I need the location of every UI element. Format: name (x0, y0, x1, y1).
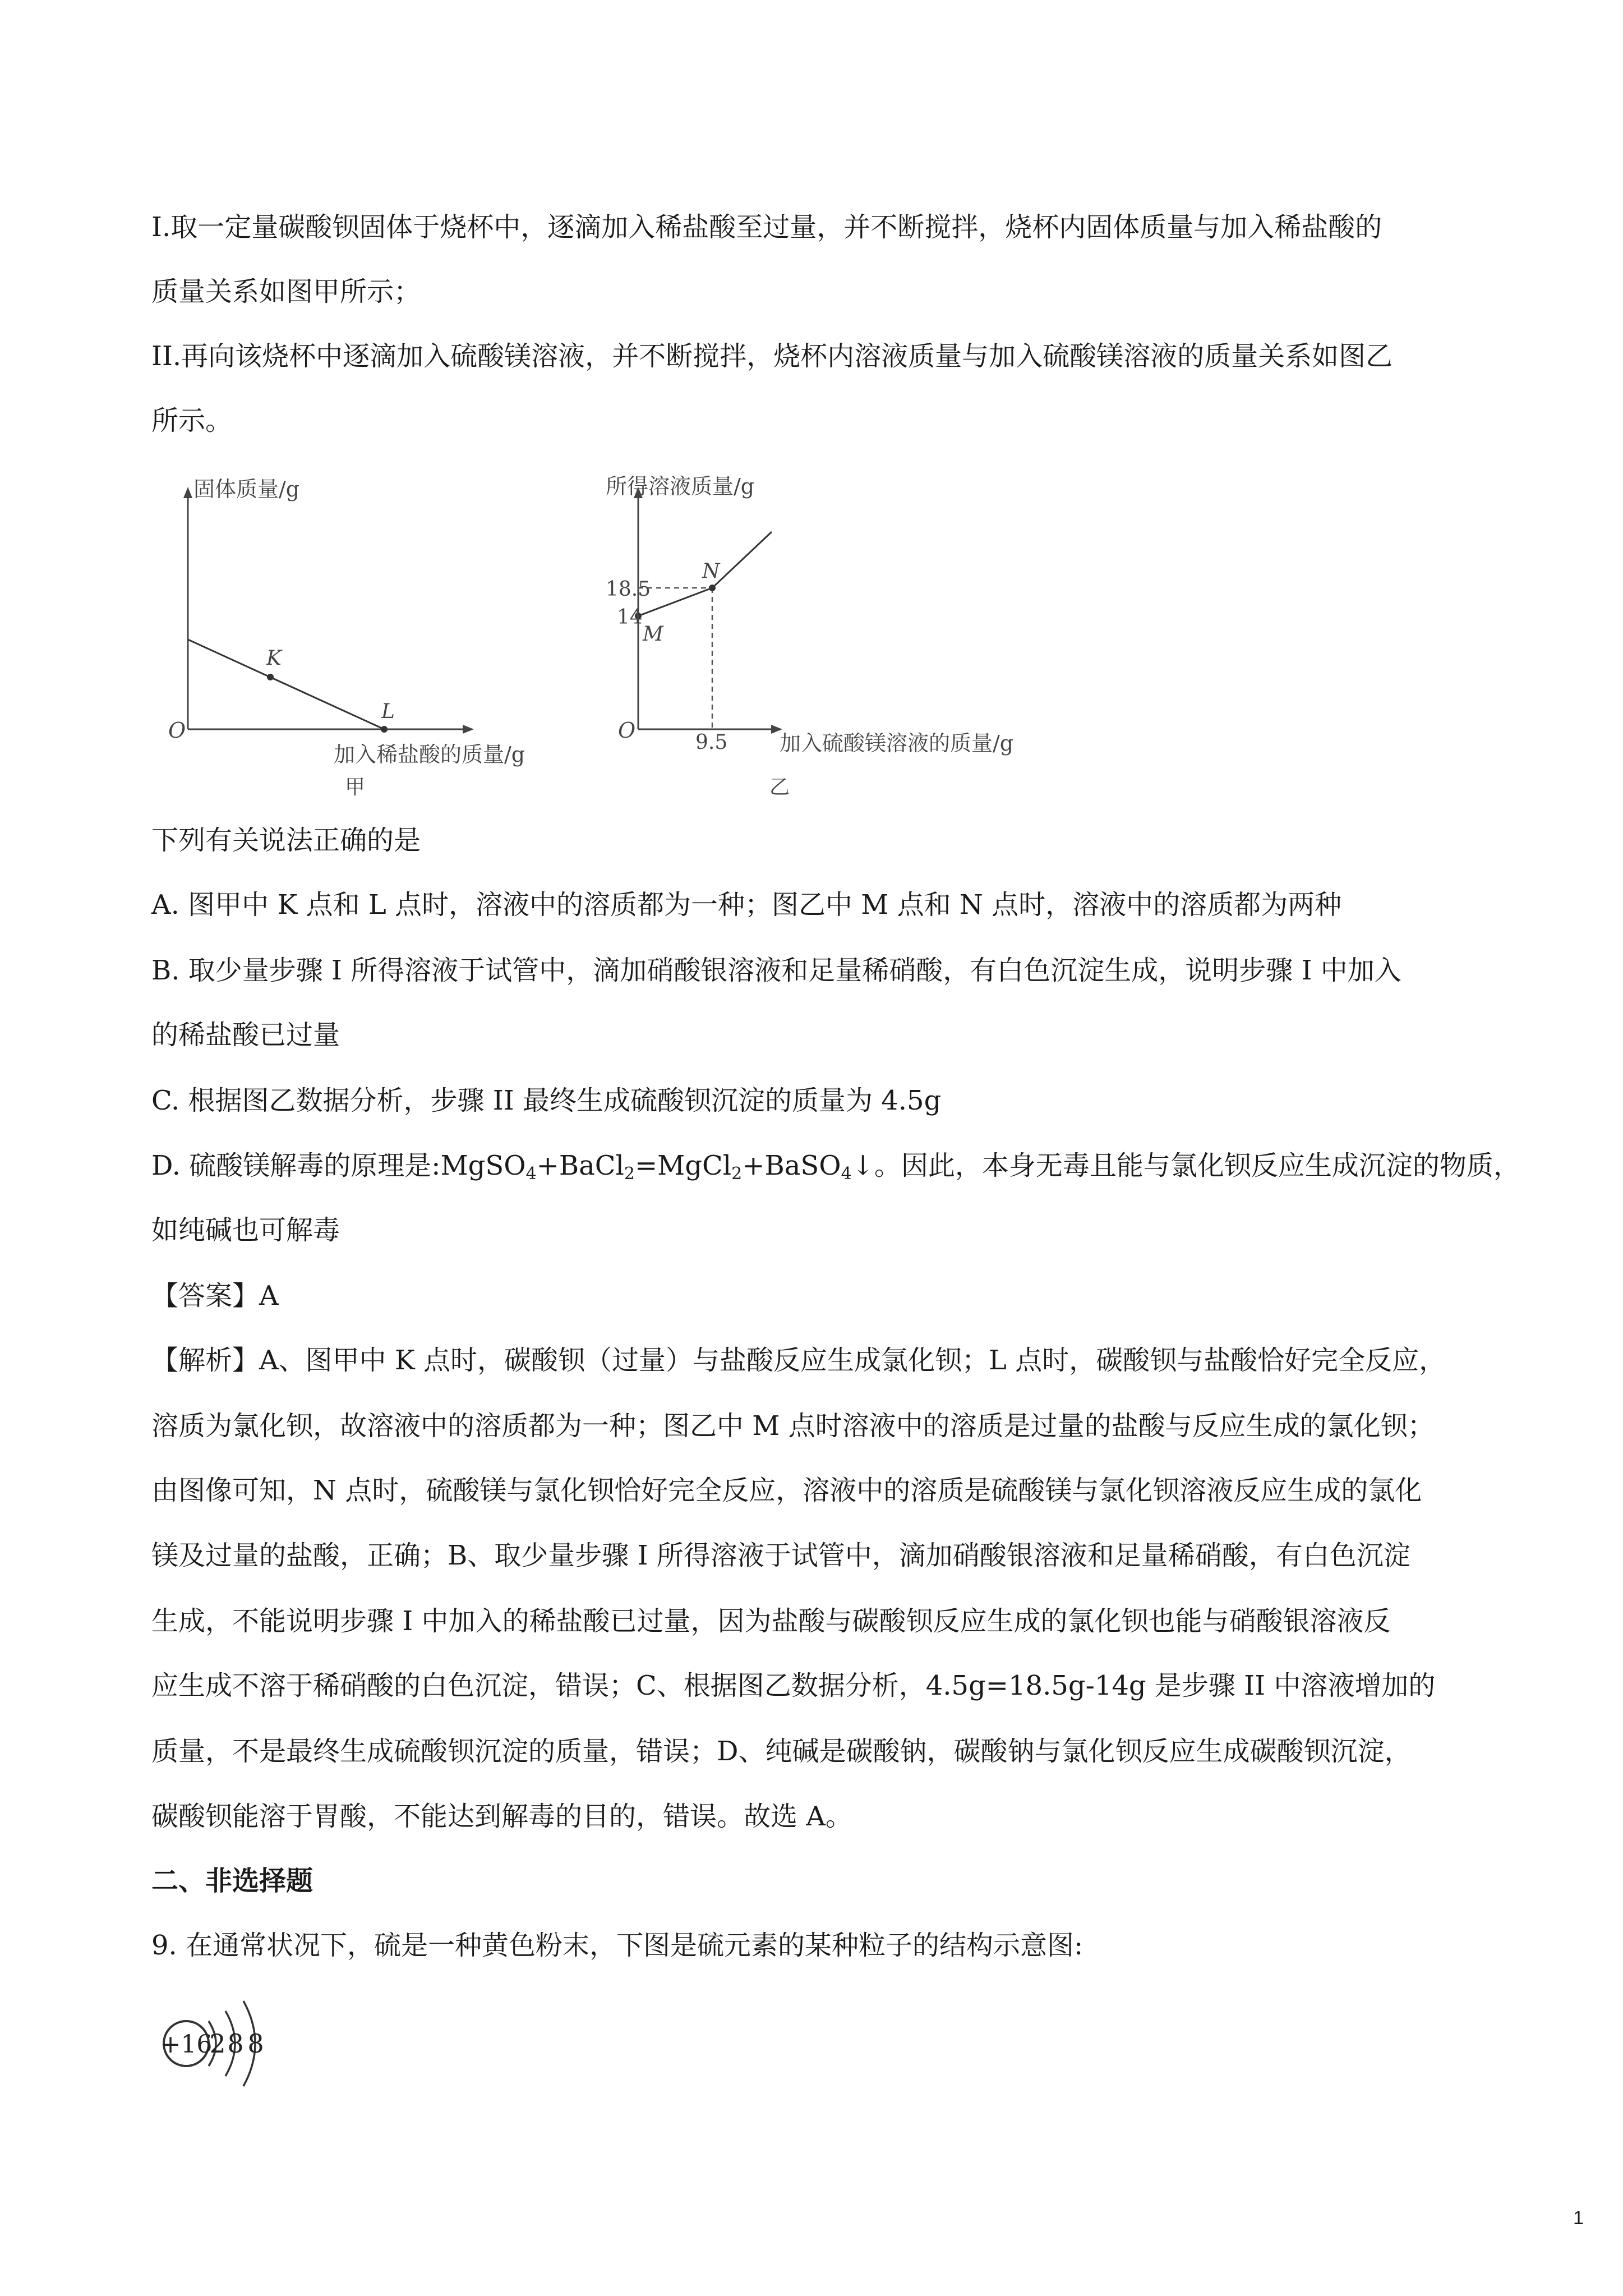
shell-1-electrons: 2 (209, 2028, 226, 2059)
analysis-line4: 镁及过量的盐酸，正确；B、取少量步骤 I 所得溶液于试管中，滴加硝酸银溶液和足量稀硝酸，有白色沉淀 (151, 1540, 1410, 1571)
atom-structure-svg (151, 1989, 297, 2101)
jia-y-arrow (183, 487, 192, 498)
step1-line2: 质量关系如图甲所示； (151, 276, 421, 307)
step1-line1: I.取一定量碳酸钡固体于烧杯中，逐滴加入稀盐酸至过量，并不断搅拌，烧杯内固体质量与加入稀盐酸的 (151, 211, 1382, 243)
yi-segment-after-n (712, 532, 772, 588)
yi-tick-y-low: 14 (617, 606, 643, 629)
step2-line1: II.再向该烧杯中逐滴加入硫酸镁溶液，并不断搅拌，烧杯内溶液质量与加入硫酸镁溶液的质量关系如图乙 (151, 341, 1393, 372)
yi-tick-y-high: 18.5 (606, 578, 651, 601)
option-a: A. 图甲中 K 点和 L 点时，溶液中的溶质都为一种；图乙中 M 点和 N 点时，溶液中的溶质都为两种 (151, 889, 1342, 921)
jia-origin-label: O (168, 718, 186, 743)
jia-solid-mass-line (188, 639, 384, 729)
yi-x-label: 加入硫酸镁溶液的质量/g (780, 731, 1014, 756)
yi-n-label: N (702, 560, 720, 583)
jia-x-label: 加入稀盐酸的质量/g (334, 742, 525, 767)
q9-text: 9. 在通常状况下，硫是一种黄色粉末，下图是硫元素的某种粒子的结构示意图: (151, 1930, 1083, 1961)
option-d-prefix: D. 硫酸镁解毒的原理是: (151, 1150, 441, 1181)
yi-m-label: M (643, 623, 663, 646)
figure-yi (606, 471, 1088, 810)
option-d-line2: 如纯碱也可解毒 (151, 1214, 340, 1246)
analysis-line6: 应生成不溶于稀硝酸的白色沉淀，错误；C、根据图乙数据分析，4.5g=18.5g-14g 是步骤 II 中溶液增加的 (151, 1670, 1436, 1701)
analysis-line1: 【解析】A、图甲中 K 点时，碳酸钡（过量）与盐酸反应生成氯化钡；L 点时，碳酸钡与盐酸恰好完全反应， (151, 1345, 1446, 1376)
jia-point-k (267, 674, 274, 680)
shell-3-electrons: 8 (247, 2028, 264, 2059)
figure-jia-graph (151, 471, 578, 808)
step2-line2: 所示。 (151, 405, 233, 436)
option-b-line2: 的稀盐酸已过量 (151, 1019, 340, 1051)
yi-caption: 乙 (769, 776, 790, 799)
figure-yi-graph (606, 471, 1088, 808)
jia-y-label: 固体质量/g (193, 477, 300, 501)
yi-origin-label: O (618, 718, 636, 743)
question-stem: 下列有关说法正确的是 (151, 825, 421, 856)
option-d-line1 (151, 1149, 1520, 1182)
option-d-equation: MgSO$_4$+BaCl$_2$=MgCl$_2$+BaSO$_4$ (440, 1150, 852, 1184)
section-title: 二、非选择题 (151, 1865, 313, 1897)
jia-x-arrow (463, 725, 474, 734)
analysis-line2: 溶质为氯化钡，故溶液中的溶质都为一种；图乙中 M 点时溶液中的溶质是过量的盐酸与反应生成的氯化钡； (151, 1410, 1435, 1442)
analysis-line5: 生成，不能说明步骤 I 中加入的稀盐酸已过量，因为盐酸与碳酸钡反应生成的氯化钡也能与硝酸银溶液反 (151, 1605, 1391, 1637)
option-d-suffix: ↓。因此，本身无毒且能与氯化钡反应生成沉淀的物质， (851, 1150, 1520, 1181)
yi-y-label: 所得溶液质量/g (606, 474, 755, 499)
option-b-line1: B. 取少量步骤 I 所得溶液于试管中，滴加硝酸银溶液和足量稀硝酸，有白色沉淀生成，说明步骤 I 中加入 (151, 955, 1401, 986)
analysis-line8: 碳酸钡能溶于胃酸，不能达到解毒的目的，错误。故选 A。 (151, 1801, 852, 1832)
analysis-line7: 质量，不是最终生成硫酸钡沉淀的质量，错误；D、纯碱是碳酸钠，碳酸钠与氯化钡反应生成碳酸钡沉淀， (151, 1736, 1412, 1767)
option-c: C. 根据图乙数据分析，步骤 II 最终生成硫酸钡沉淀的质量为 4.5g (151, 1085, 942, 1116)
page-number: 1 (1573, 2207, 1584, 2229)
shell-2-electrons: 8 (227, 2028, 244, 2059)
analysis-line3: 由图像可知，N 点时，硫酸镁与氯化钡恰好完全反应，溶液中的溶质是硫酸镁与氯化钡溶液反应生成的氯化 (151, 1475, 1422, 1506)
yi-tick-x: 9.5 (695, 731, 728, 754)
jia-point-l (381, 726, 388, 733)
yi-point-n (709, 585, 716, 591)
jia-k-label: K (266, 647, 282, 670)
nucleus-charge: +16 (160, 2030, 213, 2059)
jia-caption: 甲 (345, 776, 366, 799)
figure-jia (151, 471, 578, 810)
jia-l-label: L (381, 700, 395, 723)
sulfur-structure-diagram (151, 1989, 297, 2103)
answer: 【答案】A (151, 1280, 279, 1312)
